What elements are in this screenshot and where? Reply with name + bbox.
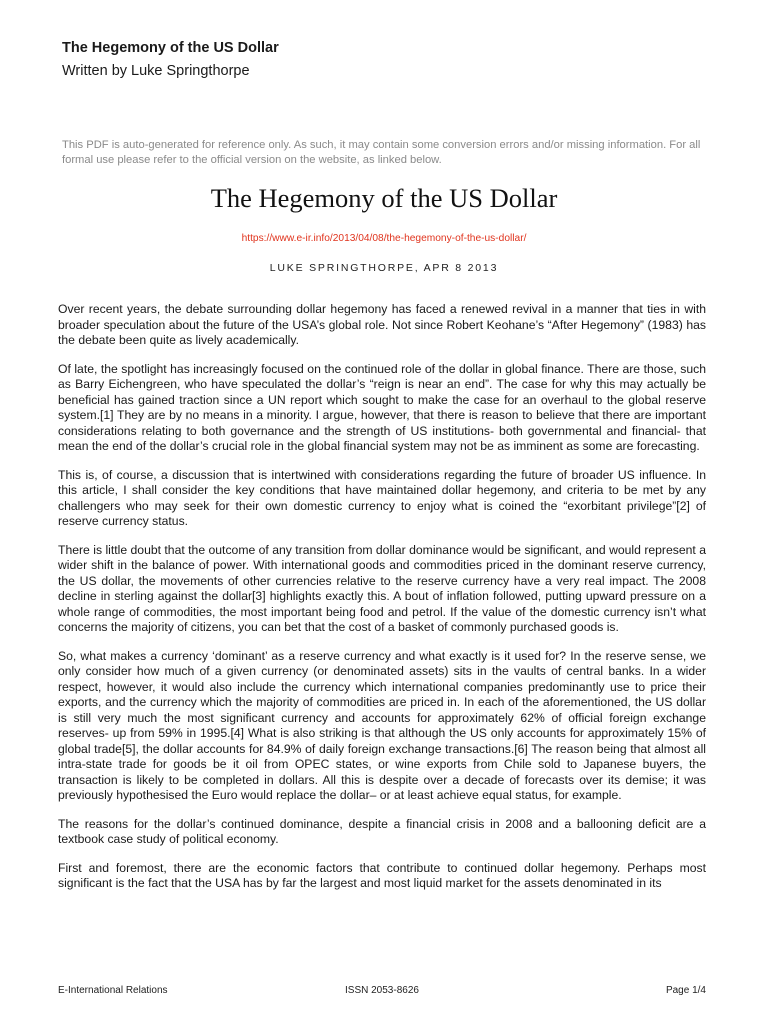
paragraph: This is, of course, a discussion that is intertwined with considerations regarding the future of broader US influence. In this article, I shall consider the key conditions that have maintained dollar hegemony, and criteria to be met by any challengers who may seek for their own domestic currency to enjoy what is coined the “exorbitant privilege”[2] of reserve currency status. <box>58 467 706 528</box>
article-byline: LUKE SPRINGTHORPE, APR 8 2013 <box>269 262 499 274</box>
paragraph: First and foremost, there are the economic factors that contribute to continued dollar hegemony. Perhaps most significant is the fact that the USA has by far the largest and most liquid market for the assets denominated in its <box>58 860 706 890</box>
article-title: The Hegemony of the US Dollar <box>210 183 558 213</box>
footer-issn: ISSN 2053-8626 <box>345 985 419 996</box>
pdf-notice: This PDF is auto-generated for reference only. As such, it may contain some conversion errors and/or missing information. For all formal use please refer to the official version on the website, as linked below. <box>62 139 701 166</box>
footer-publisher: E-International Relations <box>58 985 168 996</box>
paragraph: So, what makes a currency ‘dominant’ as a reserve currency and what exactly is it used for? In the reserve sense, we only consider how much of a given currency (or denominated assets) sits in the vaults of central banks. In a wider respect, however, it would also include the currency which international companies predominantly use to price their exports, and the currency which the majority of commodities are priced in. In each of the aforementioned, the US dollar is still very much the most significant currency and accounts for approximately 62% of official foreign exchange reserves- up from 59% in 1995.[4] What is also striking is that although the US only accounts for approximately 15% of global trade[5], the dollar accounts for 84.9% of daily foreign exchange transactions.[6] The reason being that almost all intra-state trade for goods be it oil from OPEC states, or wine exports from Chile sold to Japanese buyers, the transaction is likely to be completed in dollars. All this is despite over a decade of forecasts over its demise; it was previously hypothesised the Euro would replace the dollar– or at least achieve equal status, for example. <box>58 648 706 802</box>
document-header-author: Written by Luke Springthorpe <box>62 63 250 79</box>
paragraph: Of late, the spotlight has increasingly focused on the continued role of the dollar in global finance. There are those, such as Barry Eichengreen, who have speculated the dollar’s “reign is near an end”. The case for why this may actually be beneficial has gained traction since a UN report which sought to make the case for an overhaul to the global reserve system.[1] They are by no means in a minority. I argue, however, that there is reason to believe that there are important considerations relating to both governance and the strength of US institutions- both governmental and financial- that mean the end of the dollar’s crucial role in the global financial system may not be as imminent as some are forecasting. <box>58 361 706 453</box>
paragraph: There is little doubt that the outcome of any transition from dollar dominance would be significant, and would represent a wider shift in the balance of power. With international goods and commodities priced in the dominant reserve currency, the US dollar, the movements of other currencies relative to the reserve currency have a very real impact. The 2008 decline in sterling against the dollar[3] highlights exactly this. A bout of inflation followed, putting upward pressure on a whole range of commodities, the most important being food and petrol. If the value of the domestic currency isn’t what concerns the majority of citizens, you can bet that the cost of a basket of commonly purchased goods is. <box>58 542 706 634</box>
article-body <box>58 302 706 905</box>
footer-page-number: Page 1/4 <box>665 985 706 996</box>
paragraph: Over recent years, the debate surrounding dollar hegemony has faced a renewed revival in a manner that ties in with broader speculation about the future of the USA’s global role. Not since Robert Keohane’s “After Hegemony” (1983) has the debate been quite as lively academically. <box>58 302 706 347</box>
document-header-title: The Hegemony of the US Dollar <box>62 40 279 56</box>
paragraph: The reasons for the dollar’s continued dominance, despite a financial crisis in 2008 and a ballooning deficit are a textbook case study of political economy. <box>58 816 706 846</box>
article-url-link[interactable]: https://www.e-ir.info/2013/04/08/the-hegemony-of-the-us-dollar/ <box>241 233 527 244</box>
